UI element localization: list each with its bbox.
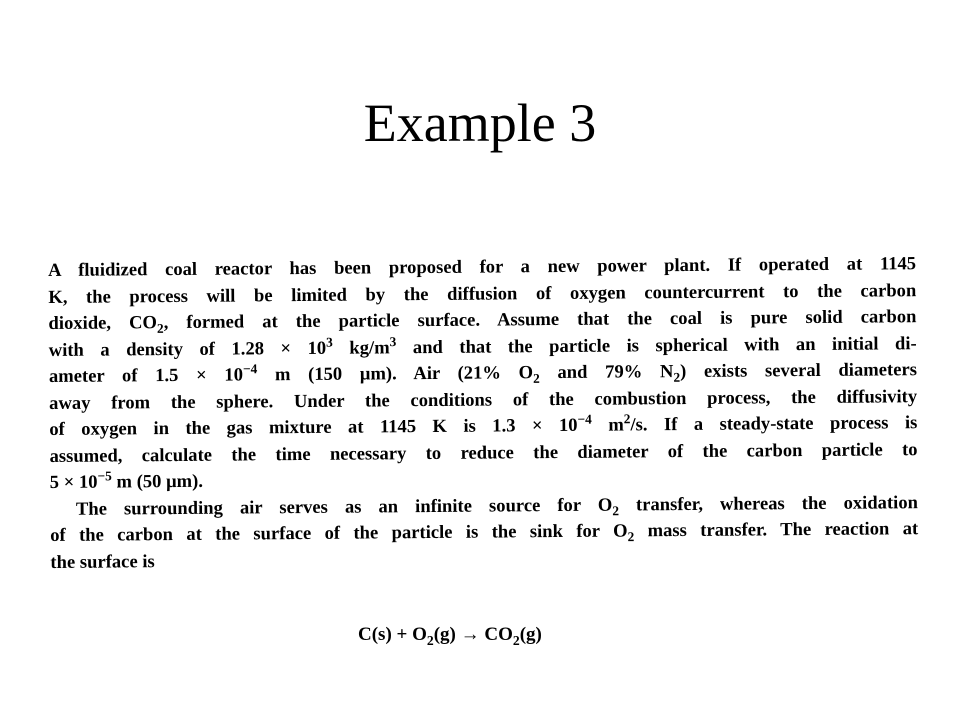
text-run: assumed, calculate the time necessary to reduce the diameter of the carbon particle to: [49, 438, 918, 467]
textbook-excerpt: [48, 251, 918, 576]
text-run: with a density of 1.28 × 10: [48, 337, 327, 361]
superscript: −4: [242, 361, 258, 377]
text-run: K, the process will be limited by the diffusion of oxygen countercurrent to the carbon: [48, 279, 917, 308]
subscript: 2: [426, 632, 434, 648]
subscript: 2: [627, 529, 635, 545]
text-run: the surface is: [50, 550, 155, 573]
reaction-equation: [358, 622, 542, 648]
text-run: mass transfer. The reaction at: [634, 518, 919, 542]
text-run: A fluidized coal reactor has been proposed for a new power plant. If operated at 1145: [48, 253, 917, 281]
subscript: 2: [612, 502, 620, 518]
text-run: m (50 μm).: [111, 470, 204, 493]
text-run: transfer, whereas the oxidation: [618, 491, 919, 516]
text-run: 5 × 10: [49, 471, 98, 493]
text-run: away from the sphere. Under the conditions of the combustion process, the diffusivity: [49, 385, 918, 414]
text-run: of the carbon at the surface of the particle is the sink for O: [50, 520, 628, 546]
text-run: (g): [519, 624, 542, 645]
superscript: 3: [389, 333, 397, 349]
text-run: m (150 μm). Air (21% O: [257, 362, 534, 386]
subscript: 2: [156, 320, 164, 336]
text-run: and 79% N: [539, 361, 674, 384]
solution-paragraph: [50, 490, 919, 576]
superscript: −4: [577, 411, 592, 427]
text-run: and that the particle is spherical with an initial di-: [396, 332, 917, 358]
slide-title: Example 3: [363, 93, 597, 153]
text-run: kg/m: [332, 336, 390, 359]
text-run: of oxygen in the gas mixture at 1145 K is 1.3 × 10: [49, 414, 578, 440]
text-run: ) exists several diameters: [680, 359, 918, 383]
subscript: 2: [533, 370, 540, 386]
superscript: 2: [623, 411, 631, 427]
text-run: ameter of 1.5 × 10: [48, 364, 244, 387]
problem-statement: [48, 251, 918, 496]
text-run: C(s) + O: [358, 624, 427, 645]
text-run: The surrounding air serves as an infinite source for O: [75, 494, 613, 520]
text-run: (g) → CO: [433, 624, 513, 645]
superscript: −5: [97, 468, 112, 484]
text-run: , formed at the particle surface. Assume that the coal is pure solid carbon: [163, 306, 917, 334]
text-run: dioxide, CO: [48, 312, 158, 334]
subscript: 2: [512, 632, 520, 648]
superscript: 3: [326, 334, 333, 350]
text-run: m: [591, 414, 624, 436]
subscript: 2: [673, 369, 681, 385]
text-run: /s. If a steady-state process is: [630, 412, 918, 436]
